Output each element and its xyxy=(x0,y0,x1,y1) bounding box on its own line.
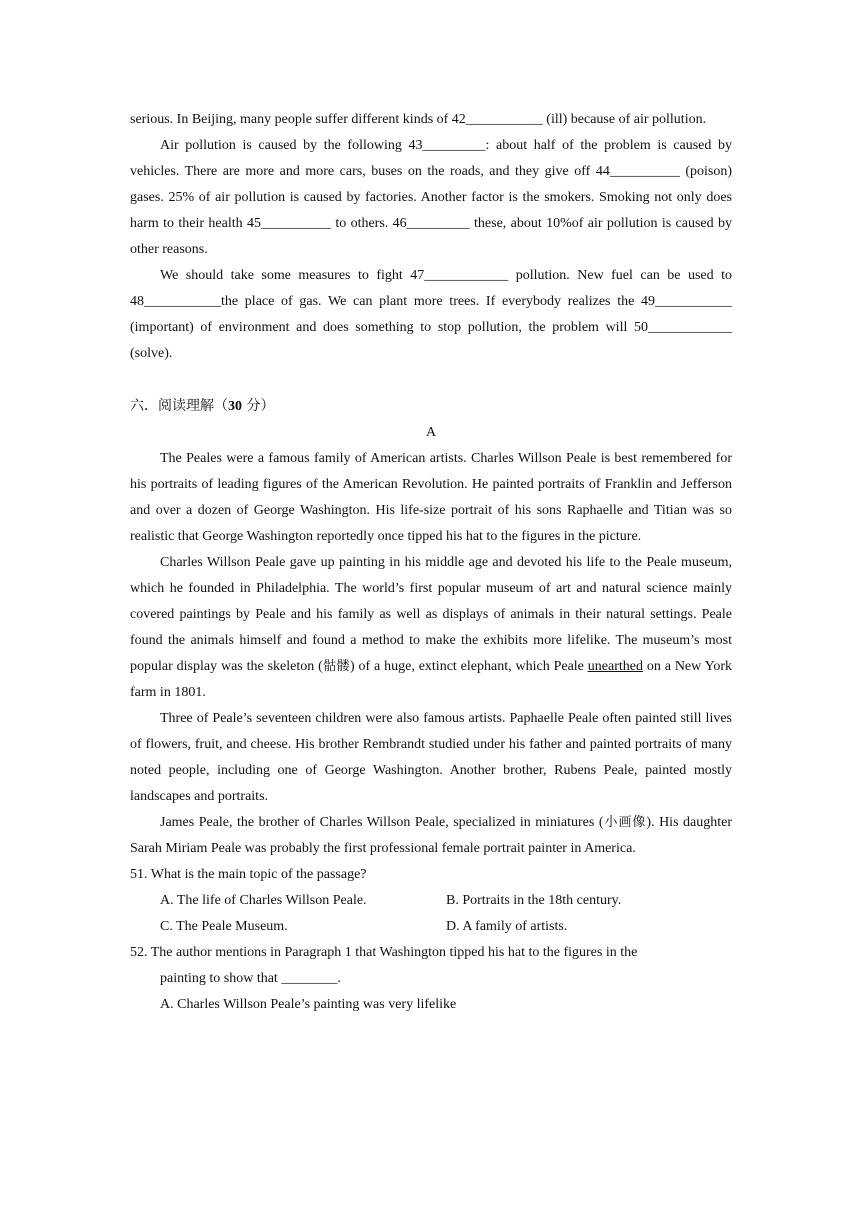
p4-text-before: James Peale, the brother of Charles Willson Peale, specialized in miniatures ( xyxy=(160,815,604,830)
p2-text-after: on a New York farm in 1801. xyxy=(130,659,732,700)
question-51-options-row-2 xyxy=(130,914,732,940)
document-page xyxy=(130,107,732,1018)
question-51-option-b: B. Portraits in the 18th century. xyxy=(446,893,622,908)
passage-label: A xyxy=(425,425,437,440)
cloze-paragraph-2: Air pollution is caused by the following 43_________: about half of the problem is caused by vehicles. There are more and more cars, buses on the roads, and they give off 44__________ (poison) gases. 25% of air pollution is caused by factories. Another factor is the smokers. Smoking not only does harm to their health 45__________ to others. 46_________ these, about 10%of air pollution is caused by other reasons. xyxy=(130,138,732,257)
underlined-word: unearthed xyxy=(587,659,643,674)
section-title-prefix: 六．阅读理解（ xyxy=(130,398,228,414)
section-title-suffix: 分） xyxy=(242,398,275,414)
section-6-title xyxy=(130,393,732,420)
p4-text-after: ). His daughter Sarah Miriam Peale was probably the first professional female portrait painter in America. xyxy=(130,815,732,856)
reading-paragraph-3: Three of Peale’s seventeen children were also famous artists. Paphaelle Peale often painted still lives of flowers, fruit, and cheese. His brother Rembrandt studied under his father and painted portraits of many noted people, including one of George Washington. Another brother, Rubens Peale, painted mostly landscapes and portraits. xyxy=(130,711,732,804)
cloze-paragraph-1: serious. In Beijing, many people suffer different kinds of 42___________ (ill) because of air pollution. xyxy=(130,112,707,127)
question-51-options-row-1 xyxy=(130,888,732,914)
p4-cjk-gloss: 小画像 xyxy=(603,815,647,830)
p2-text-before: Charles Willson Peale gave up painting in his middle age and devoted his life to the Peale museum, which he founded in Philadelphia. The world’s first popular museum of art and natural science mainly covered paintings by Peale and his family as well as displays of animals in their natural settings. Peale found the animals himself and found a method to make the exhibits more lifelike. The museum’s most popular display was the skeleton ( xyxy=(130,555,732,674)
question-52-option-a: A. Charles Willson Peale’s painting was very lifelike xyxy=(160,997,457,1012)
section-title-score: 30 xyxy=(228,399,242,414)
reading-paragraph-2 xyxy=(130,550,732,706)
question-51-option-c: C. The Peale Museum. xyxy=(160,919,288,934)
question-51-stem: 51. What is the main topic of the passage? xyxy=(130,867,367,882)
p2-text-middle: ) of a huge, extinct elephant, which Peale xyxy=(349,659,588,674)
question-52-stem-line-2: painting to show that ________. xyxy=(160,971,341,986)
question-52-stem-line-1: 52. The author mentions in Paragraph 1 that Washington tipped his hat to the figures in the xyxy=(130,945,638,960)
question-51-option-d: D. A family of artists. xyxy=(446,919,568,934)
p2-cjk-gloss: 骷髅 xyxy=(322,659,350,674)
question-51-option-a: A. The life of Charles Willson Peale. xyxy=(160,893,367,908)
reading-paragraph-4 xyxy=(130,810,732,862)
reading-paragraph-1: The Peales were a famous family of American artists. Charles Willson Peale is best remembered for his portraits of leading figures of the American Revolution. He painted portraits of Franklin and Jefferson and over a dozen of George Washington. His life-size portrait of his sons Raphaelle and Titian was so realistic that George Washington reportedly once tipped his hat to the figures in the picture. xyxy=(130,451,732,544)
cloze-paragraph-3: We should take some measures to fight 47____________ pollution. New fuel can be used to 48___________the place of gas. We can plant more trees. If everybody realizes the 49___________ (important) of environment and does something to stop pollution, the problem will 50____________ (solve). xyxy=(130,268,732,361)
